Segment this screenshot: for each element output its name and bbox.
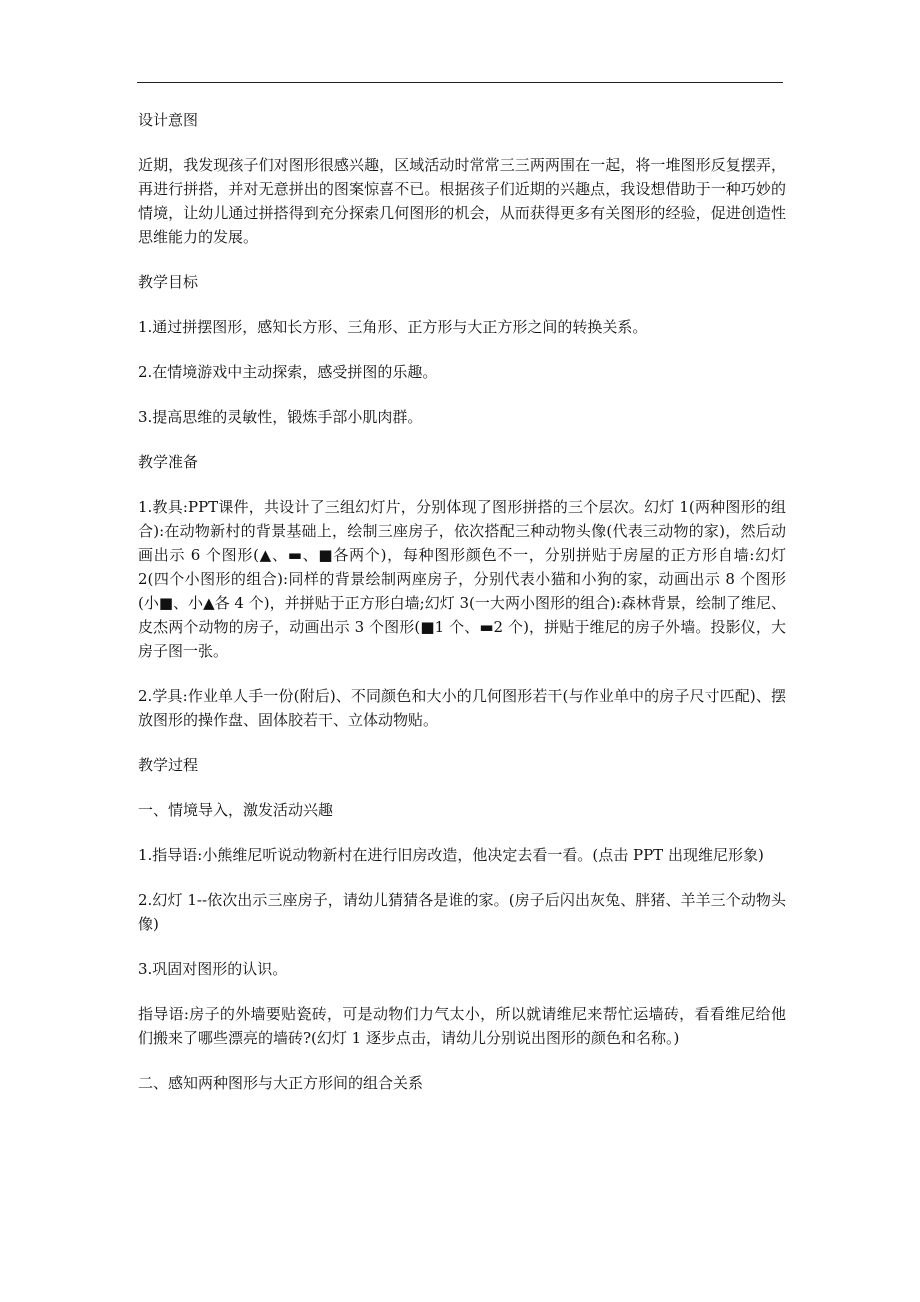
process-step-heading-1: 一、情境导入，激发活动兴趣 <box>138 801 334 819</box>
section-heading-design-intent: 设计意图 <box>138 111 199 129</box>
goal-item-2: 2.在情境游戏中主动探索，感受拼图的乐趣。 <box>138 363 438 381</box>
goal-item-3: 3.提高思维的灵敏性，锻炼手部小肌肉群。 <box>138 408 423 426</box>
goal-item-1: 1.通过拼摆图形，感知长方形、三角形、正方形与大正方形之间的转换关系。 <box>138 318 648 336</box>
document-body <box>138 108 786 1116</box>
process-item-1: 1.指导语:小熊维尼听说动物新村在进行旧房改造，他决定去看一看。(点击 PPT 出现维尼形象) <box>138 846 764 864</box>
process-step-heading-2: 二、感知两种图形与大正方形间的组合关系 <box>138 1074 424 1092</box>
process-item-2: 2.幻灯 1--依次出示三座房子，请幼儿猜猜各是谁的家。(房子后闪出灰兔、胖猪、羊羊三个动物头像) <box>138 891 786 933</box>
section-heading-preparation: 教学准备 <box>138 453 199 471</box>
preparation-item-2: 2.学具:作业单人手一份(附后)、不同颜色和大小的几何图形若干(与作业单中的房子尺寸匹配)、摆放图形的操作盘、固体胶若干、立体动物贴。 <box>138 687 786 729</box>
section-heading-process: 教学过程 <box>138 756 199 774</box>
paragraph-intent: 近期，我发现孩子们对图形很感兴趣，区域活动时常常三三两两围在一起，将一堆图形反复摆弄，再进行拼搭，并对无意拼出的图案惊喜不已。根据孩子们近期的兴趣点，我设想借助于一种巧妙的情境，让幼儿通过拼搭得到充分探索几何图形的机会，从而获得更多有关图形的经验，促进创造性思维能力的发展。 <box>138 156 786 246</box>
process-guidance: 指导语:房子的外墙要贴瓷砖，可是动物们力气太小，所以就请维尼来帮忙运墙砖，看看维尼给他们搬来了哪些漂亮的墙砖?(幻灯 1 逐步点击，请幼儿分别说出图形的颜色和名称。) <box>138 1005 786 1047</box>
preparation-item-1: 1.教具:PPT课件，共设计了三组幻灯片，分别体现了图形拼搭的三个层次。幻灯 1(两种图形的组合):在动物新村的背景基础上，绘制三座房子，依次搭配三种动物头像(代表三动物的家)，然后动画出示 6 个图形(▲、▬、■各两个)，每种图形颜色不一，分别拼贴于房屋的正方形自墙:幻灯 2(四个小图形的组合):同样的背景绘制两座房子，分别代表小猫和小狗的家，动画出示 8 个图形(小■、小▲各 4 个)，并拼贴于正方形白墙;幻灯 3(一大两小图形的组合):森林背景，绘制了维尼、皮杰两个动物的房子，动画出示 3 个图形(■1 个、▬2 个)，拼贴于维尼的房子外墙。投影仪，大房子图一张。 <box>138 498 786 660</box>
header-rule <box>137 82 783 83</box>
process-item-3: 3.巩固对图形的认识。 <box>138 960 288 978</box>
section-heading-teaching-goals: 教学目标 <box>138 273 199 291</box>
